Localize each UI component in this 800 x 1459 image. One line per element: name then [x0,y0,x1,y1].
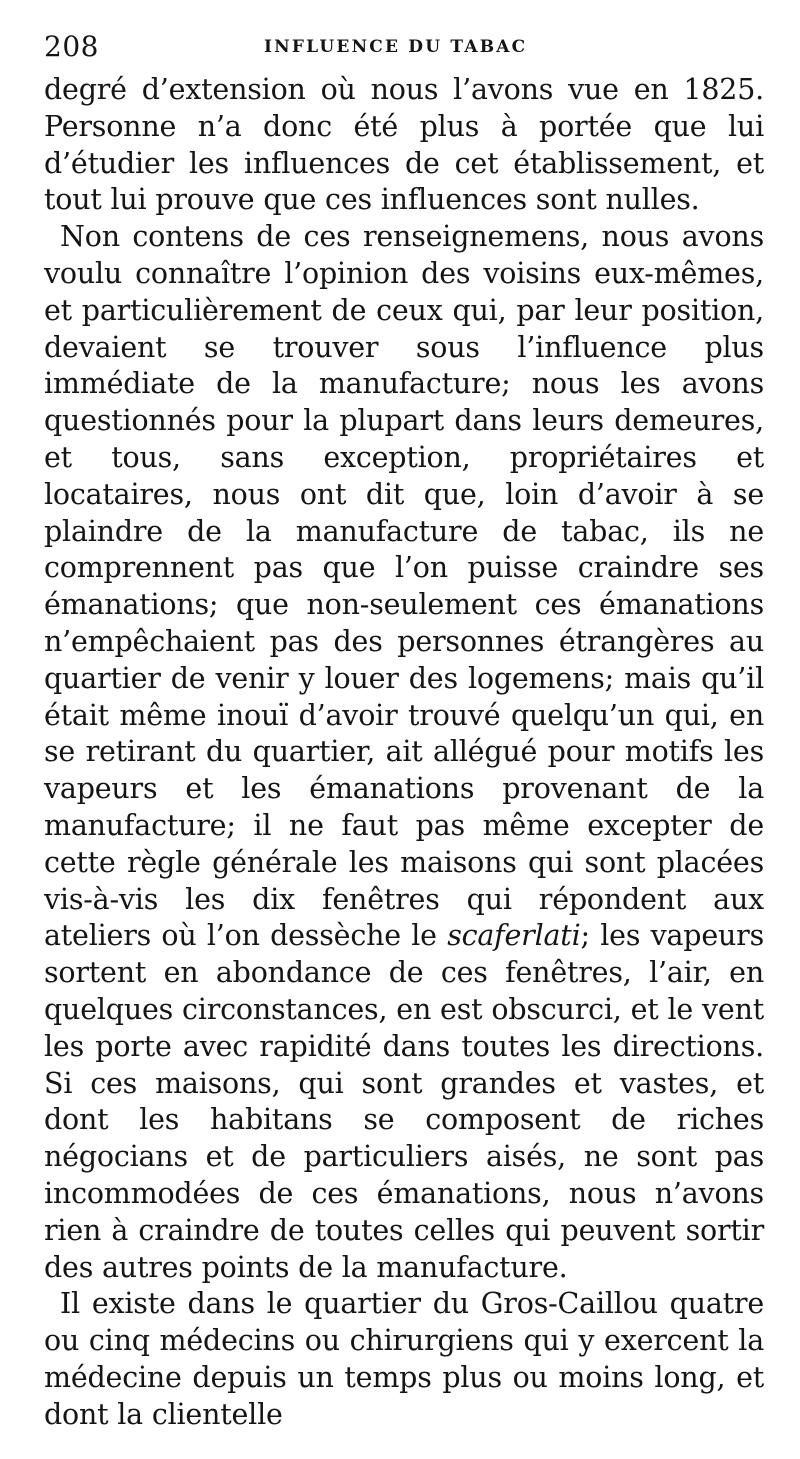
paragraph-text-before-term: Non contens de ces renseignemens, nous avons voulu connaître l’opinion des voisins eux-mêmes, et particulièrement de ceux qui, par leur position, devaient se trouver sous l’influence plus immédiate de la manufacture; nous les avons questionnés pour la plupart dans leurs demeures, et tous, sans exception, propriétaires et locataires, nous ont dit que, loin d’avoir à se plaindre de la manufacture de tabac, ils ne comprennent pas que l’on puisse craindre ses émanations; que non-seulement ces émanations n’empêchaient pas des personnes étrangères au quartier de venir y louer des logemens; mais qu’il était même inouï d’avoir trouvé quelqu’un qui, en se retirant du quartier, ait allégué pour motifs les vapeurs et les émanations provenant de la manufacture; il ne faut pas même excepter de cette règle générale les maisons qui sont placées vis-à-vis les dix fenêtres qui répondent aux ateliers où l’on dessèche le [44,220,764,953]
paragraph-gros-caillou-doctors: Il existe dans le quartier du Gros-Caillou quatre ou cinq médecins ou chirurgiens qui y exercent la médecine depuis un temps plus ou moins long, et dont la clientelle [44,1287,764,1431]
italic-term-scaferlati: scaferlati [447,919,581,953]
page-body-text [44,72,764,1433]
running-title: INFLUENCE DU TABAC [264,37,528,57]
page-number: 208 [44,30,99,63]
paragraph-neighbors-opinion [44,219,764,1286]
running-header [44,28,756,62]
paragraph-continuation: degré d’extension où nous l’avons vue en 1825. Personne n’a donc été plus à portée que lui d’étudier les influences de cet établissement, et tout lui prouve que ces influences sont nulles. [44,73,764,217]
paragraph-text-after-term: ; les vapeurs sortent en abondance de ces fenêtres, l’air, en quelques circonstances, en est obscurci, et le vent les porte avec rapidité dans toutes les directions. Si ces maisons, qui sont grandes et vastes, et dont les habitans se composent de riches négocians et de particuliers aisés, ne sont pas incommodées de ces émanations, nous n’avons rien à craindre de toutes celles qui peuvent sortir des autres points de la manufacture. [44,919,764,1284]
